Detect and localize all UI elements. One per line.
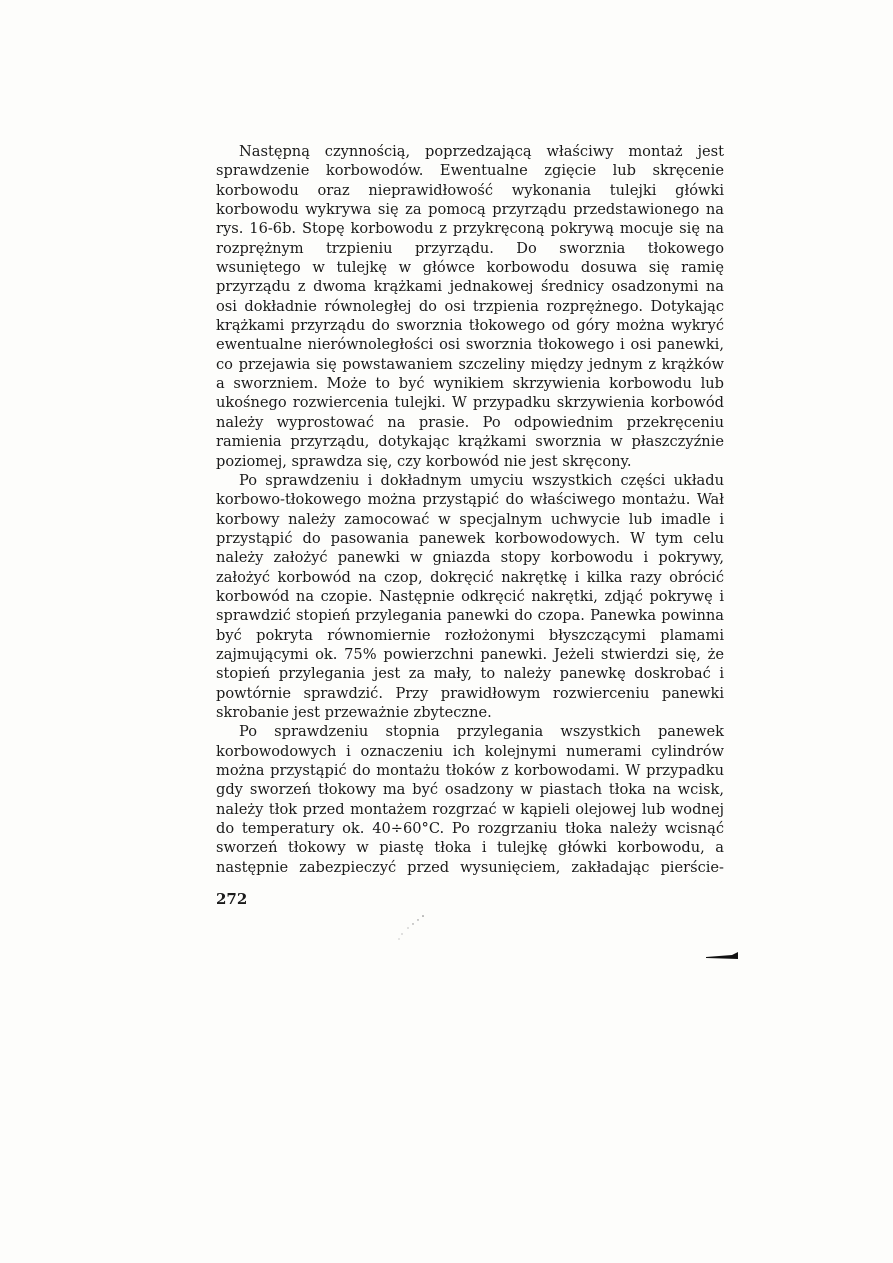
body-text — [216, 142, 724, 877]
scan-edge-mark — [706, 952, 738, 959]
paragraph-2: Po sprawdzeniu i dokładnym umyciu wszystkich części układu korbowo-tłokowego można przystąpić do właściwego montażu. Wał korbowy należy zamocować w specjalnym uchwycie lub imadle i przystąpić do pasowania panewek korbowodowych. W tym celu należy założyć panewki w gniazda stopy korbowodu i pokrywy, założyć korbowód na czop, dokręcić nakrętkę i kilka razy obrócić korbowód na czopie. Następnie odkręcić nakrętki, zdjąć pokrywę i sprawdzić stopień przylegania panewki do czopa. Panewka powinna być pokryta równomiernie rozłożonymi błyszczącymi plamami zajmującymi ok. 75% powierzchni panewki. Jeżeli stwierdzi się, że stopień przylegania jest za mały, to należy panewkę doskrobać i powtórnie sprawdzić. Przy prawidłowym rozwierceniu panewki skrobanie jest przeważnie zbyteczne. — [216, 471, 724, 721]
paragraph-1: Następną czynnością, poprzedzającą właściwy montaż jest sprawdzenie korbowodów. Ewentualne zgięcie lub skręcenie korbowodu oraz nieprawidłowość wykonania tulejki główki korbowodu wykrywa się za pomocą przyrządu przedstawionego na rys. 16-6b. Stopę korbowodu z przykręconą pokrywą mocuje się na rozprężnym trzpieniu przyrządu. Do sworznia tłokowego wsuniętego w tulejkę w główce korbowodu dosuwa się ramię przyrządu z dwoma krążkami jednakowej średnicy osadzonymi na osi dokładnie równoległej do osi trzpienia rozprężnego. Dotykając krążkami przyrządu do sworznia tłokowego od góry można wykryć ewentualne nierównoległości osi sworznia tłokowego i osi panewki, co przejawia się powstawaniem szczeliny między jednym z krążków a sworzniem. Może to być wynikiem skrzywienia korbowodu lub ukośnego rozwiercenia tulejki. W przypadku skrzywienia korbowód należy wyprostować na prasie. Po odpowiednim przekręceniu ramienia przyrządu, dotykając krążkami sworznia w płaszczyźnie poziomej, sprawdza się, czy korbowód nie jest skręcony. — [216, 143, 724, 470]
paragraph-3: Po sprawdzeniu stopnia przylegania wszystkich panewek korbowodowych i oznaczeniu ich kolejnymi numerami cylindrów można przystąpić do montażu tłoków z korbowodami. W przypadku gdy sworzeń tłokowy ma być osadzony w piastach tłoka na wcisk, należy tłok przed montażem rozgrzać w kąpieli olejowej lub wodnej do temperatury ok. 40÷60°C. Po rozgrzaniu tłoka należy wcisnąć sworzeń tłokowy w piastę tłoka i tulejkę główki korbowodu, a następnie zabezpieczyć przed wysunięciem, zakładając pierście- — [216, 723, 724, 876]
page-number: 272 — [216, 890, 248, 908]
scan-noise-dots — [396, 912, 426, 942]
